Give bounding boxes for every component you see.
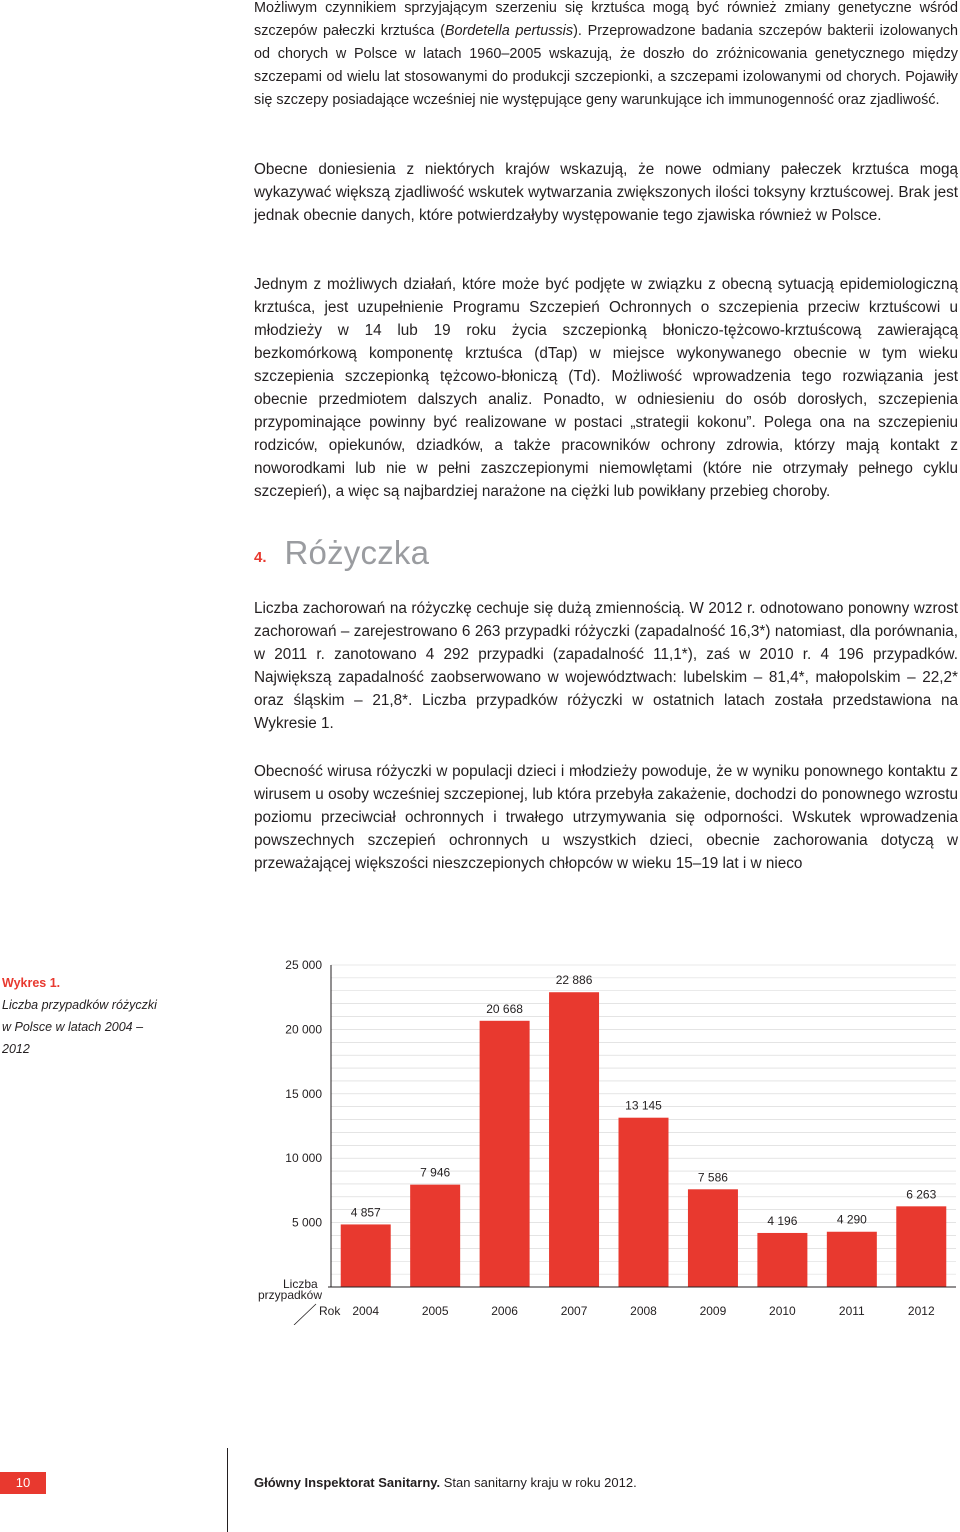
paragraph-rubella-virus: [254, 760, 958, 875]
paragraph-vaccination-program: [254, 273, 958, 503]
p1-text-b: ). Przeprowadzone badania szczepów bakterii izolowanych od chorych w Polsce w latach 1960–2005 wskazują, że doszło do zróżnicowania genetycznego między szczepami od wielu lat stosowanymi do produkcji szczepionki, a szczepami izolowanymi od chorych. Pojawiły się szczepy posiadające wcześniej nie występujące geny warunkujące ich immunogenność oraz zjadliwość.: [254, 23, 958, 108]
bar-2012: [896, 1206, 946, 1287]
bar-2011: [827, 1232, 877, 1287]
x-tick-label: 2011: [838, 1304, 865, 1318]
data-label: 7 946: [420, 1165, 451, 1180]
footer-source-bold: Główny Inspektorat Sanitarny.: [254, 1475, 441, 1490]
figure-label: Wykres 1.: [2, 976, 61, 990]
x-tick-label: 2012: [907, 1304, 935, 1318]
rubella-bar-chart: [250, 955, 960, 1325]
y-axis-title-line2: przypadków: [257, 1288, 323, 1302]
axis-corner-slash: [294, 1304, 316, 1325]
footer-source-rest: Stan sanitarny kraju w roku 2012.: [443, 1475, 637, 1490]
bar-2005: [410, 1185, 460, 1287]
data-label: 4 196: [767, 1213, 798, 1228]
p1-text-a: Możliwym czynnikiem sprzyjającym szerzeniu się krztuśca mogą być również zmiany genetyczne wśród szczepów pałeczki krztuśca (: [254, 0, 958, 39]
data-label: 7 586: [697, 1170, 728, 1185]
section-heading: [254, 534, 429, 572]
p2-text: Obecne doniesienia z niektórych krajów wskazują, że nowe odmiany pałeczek krztuśca mogą wykazywać większą zjadliwość wskutek wytwarzania zwiększonych ilości toksyny krztuścowej. Brak jest jednak obecnie danych, które potwierdzałyby występowanie tego zjawiska również w Polsce.: [254, 161, 958, 224]
data-label: 6 263: [906, 1187, 937, 1202]
paragraph-virulence-reports: [254, 158, 958, 227]
p5-text: Obecność wirusa różyczki w populacji dzieci i młodzieży powoduje, że w wyniku ponownego kontaktu z wirusem u osoby wcześniej szczepionej, lub która przebyła zakażenie, dochodzi do ponownego wzrostu poziomu przeciwciał ochronnych i trwałego utrzymywania się odporności. Wskutek wprowadzenia powszechnych szczepień ochronnych u wszystkich dzieci, obecnie zachorowania dotyczą w przeważającej większości nieszczepionych chłopców w wieku 15–19 lat i w nieco: [254, 763, 958, 872]
y-tick-label: 10 000: [285, 1151, 322, 1166]
chart-y-ticks: [285, 958, 322, 1230]
figure-description: Liczba przypadków różyczki w Polsce w latach 2004 – 2012: [2, 998, 157, 1056]
x-tick-label: 2010: [769, 1304, 796, 1318]
section-number: 4.: [254, 549, 267, 566]
paragraph-genetic-changes: [254, 0, 958, 112]
data-label: 20 668: [486, 1001, 523, 1016]
data-label: 22 886: [555, 973, 593, 988]
chart-x-ticks: [352, 1304, 935, 1318]
chart-bars: [341, 992, 947, 1287]
data-label: 4 290: [836, 1212, 867, 1227]
p3-text: Jednym z możliwych działań, które może być podjęte w związku z obecną sytuacją epidemiologiczną krztuśca, jest uzupełnienie Programu Szczepień Ochronnych o szczepienia przeciw krztuścowi u młodzieży w 14 lub 19 roku życia szczepionką błoniczo-tężcowo-krztuścową zawierającą bezkomórkową komponentę krztuśca (dTap) w miejsce wykonywanego obecnie w tym wieku szczepienia szczepionką tężcowo-błoniczą (Td). Możliwość wprowadzenia tego rozwiązania jest obecnie przedmiotem dalszych analiz. Ponadto, w odniesieniu do osób dorosłych, szczepienia przypominające powinny być realizowane w postaci „strategii kokonu”. Polega ona na szczepieniu rodziców, opiekunów, dziadków, a także pracowników ochrony zdrowia, którzy mają kontakt z noworodkami lub nie w pełni zaszczepionymi niemowlętami (które nie otrzymały pełnego cyklu szczepień), a więc są najbardziej narażone na ciężki lub powikłany przebieg choroby.: [254, 276, 958, 500]
p4-text: Liczba zachorowań na różyczkę cechuje się dużą zmiennością. W 2012 r. odnotowano ponowny wzrost zachorowań – zarejestrowano 6 263 przypadki różyczki (zapadalność 16,3*) natomiast, dla porównania, w 2011 r. zanotowano 4 292 przypadki (zapadalność 11,1*), zaś w 2010 r. 4 196 przypadków. Największą zapadalność zaobserwowano w województwach: lubelskim – 81,4*, małopolskim – 22,2* oraz śląskim – 21,8*. Liczba przypadków różyczki w ostatnich latach została przedstawiona na Wykresie 1.: [254, 600, 958, 732]
x-axis-title: Rok: [319, 1304, 341, 1318]
bar-2008: [619, 1118, 669, 1287]
bar-2010: [757, 1233, 807, 1287]
x-tick-label: 2004: [352, 1304, 380, 1318]
data-label: 13 145: [625, 1098, 662, 1113]
x-tick-label: 2009: [699, 1304, 727, 1318]
footer-source: [254, 1475, 637, 1490]
figure-caption: [2, 972, 192, 1060]
paragraph-rubella-cases: [254, 597, 958, 735]
x-tick-label: 2005: [421, 1304, 449, 1318]
x-tick-label: 2006: [491, 1304, 518, 1318]
y-tick-label: 20 000: [285, 1022, 322, 1037]
x-tick-label: 2008: [630, 1304, 657, 1318]
y-tick-label: 5 000: [291, 1215, 322, 1230]
section-title: Różyczka: [284, 534, 430, 571]
page-number: 10: [0, 1472, 46, 1494]
bar-2009: [688, 1189, 738, 1287]
bar-2004: [341, 1224, 391, 1287]
bar-2007: [549, 992, 599, 1287]
y-axis-title: [258, 1277, 322, 1302]
bar-2006: [480, 1021, 530, 1287]
p1-species-name: Bordetella pertussis: [444, 23, 574, 39]
y-tick-label: 15 000: [285, 1086, 322, 1101]
y-axis-title-line1: Liczba: [282, 1277, 318, 1291]
x-tick-label: 2007: [560, 1304, 588, 1318]
y-tick-label: 25 000: [285, 958, 322, 972]
footer-divider: [227, 1448, 228, 1532]
data-label: 4 857: [350, 1205, 381, 1220]
